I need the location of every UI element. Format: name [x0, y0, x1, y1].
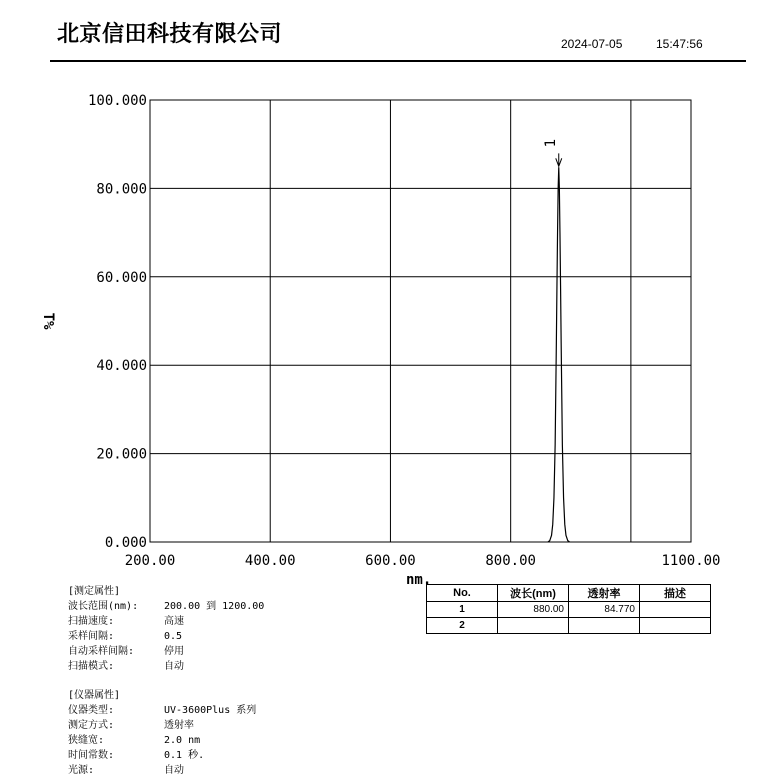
instrument-row [68, 733, 201, 748]
y-tick-label: 40.000 [96, 358, 147, 375]
y-tick-label: 60.000 [96, 269, 147, 286]
col-header-no: No. [427, 585, 498, 602]
measurement-row [68, 599, 265, 614]
instrument-properties [68, 688, 257, 778]
x-tick-label: 1100.00 [661, 553, 721, 569]
cell-description [640, 602, 711, 618]
cell-wavelength [498, 618, 569, 634]
cell-wavelength: 880.00 [498, 602, 569, 618]
instrument-row [68, 763, 184, 778]
measurement-value: 停用 [164, 646, 184, 657]
instrument-key: 测定方式: [68, 720, 115, 731]
peak-table [426, 584, 711, 634]
y-tick-label: 80.000 [96, 181, 147, 198]
x-tick-label: 200.00 [124, 553, 176, 569]
instrument-value: 0.1 秒. [164, 750, 205, 761]
instrument-key: 光源: [68, 765, 95, 776]
measurement-key: 自动采样间隔: [68, 646, 135, 657]
cell-no: 2 [427, 618, 498, 634]
instrument-row [68, 748, 205, 763]
measurement-row [68, 629, 183, 644]
peak-marker-arrow [556, 153, 562, 166]
instrument-row [68, 703, 257, 718]
measurement-properties [68, 584, 265, 674]
col-header-description: 描述 [640, 585, 711, 602]
measurement-value: 高速 [164, 616, 184, 627]
instrument-row [68, 718, 194, 733]
instrument-value: UV-3600Plus 系列 [164, 705, 257, 716]
measurement-heading: [测定属性] [68, 586, 121, 597]
y-tick-labels [88, 93, 147, 551]
chart-grid [150, 100, 691, 542]
print-date: 2024-07-05 [561, 37, 623, 51]
peak-annotations [543, 139, 562, 166]
col-header-transmittance: 透射率 [569, 585, 640, 602]
measurement-row [68, 614, 184, 629]
y-axis-label: T% [40, 312, 56, 330]
y-tick-label: 20.000 [96, 446, 147, 463]
col-header-wavelength: 波长(nm) [498, 585, 569, 602]
instrument-value: 透射率 [164, 720, 194, 731]
table-row [427, 618, 711, 634]
y-tick-label: 0.000 [104, 535, 147, 551]
table-row [427, 602, 711, 618]
measurement-key: 波长范围(nm): [68, 601, 139, 612]
measurement-key: 采样间隔: [68, 631, 115, 642]
measurement-row [68, 644, 184, 659]
instrument-heading: [仪器属性] [68, 690, 121, 701]
instrument-key: 时间常数: [68, 750, 115, 761]
instrument-value: 自动 [164, 765, 184, 776]
x-tick-label: 800.00 [485, 553, 536, 569]
print-time: 15:47:56 [656, 37, 703, 51]
measurement-row [68, 659, 184, 674]
instrument-key: 狭缝宽: [68, 735, 105, 746]
cell-transmittance: 84.770 [569, 602, 640, 618]
x-tick-labels [125, 553, 721, 569]
instrument-key: 仪器类型: [68, 705, 115, 716]
measurement-value: 0.5 [164, 631, 183, 642]
cell-transmittance [569, 618, 640, 634]
series-line [548, 167, 570, 542]
y-tick-label: 100.000 [87, 93, 147, 109]
measurement-value: 自动 [164, 661, 184, 672]
peak-label: 1 [542, 138, 559, 148]
cell-description [640, 618, 711, 634]
measurement-key: 扫描速度: [68, 616, 115, 627]
measurement-key: 扫描模式: [68, 661, 115, 672]
company-name: 北京信田科技有限公司 [57, 22, 283, 47]
measurement-value: 200.00 到 1200.00 [164, 601, 265, 612]
x-tick-label: 600.00 [365, 553, 416, 569]
cell-no: 1 [427, 602, 498, 618]
x-axis-label: nm. [406, 572, 432, 588]
instrument-value: 2.0 nm [164, 735, 201, 746]
x-tick-label: 400.00 [244, 553, 296, 569]
plot-frame [150, 100, 691, 542]
